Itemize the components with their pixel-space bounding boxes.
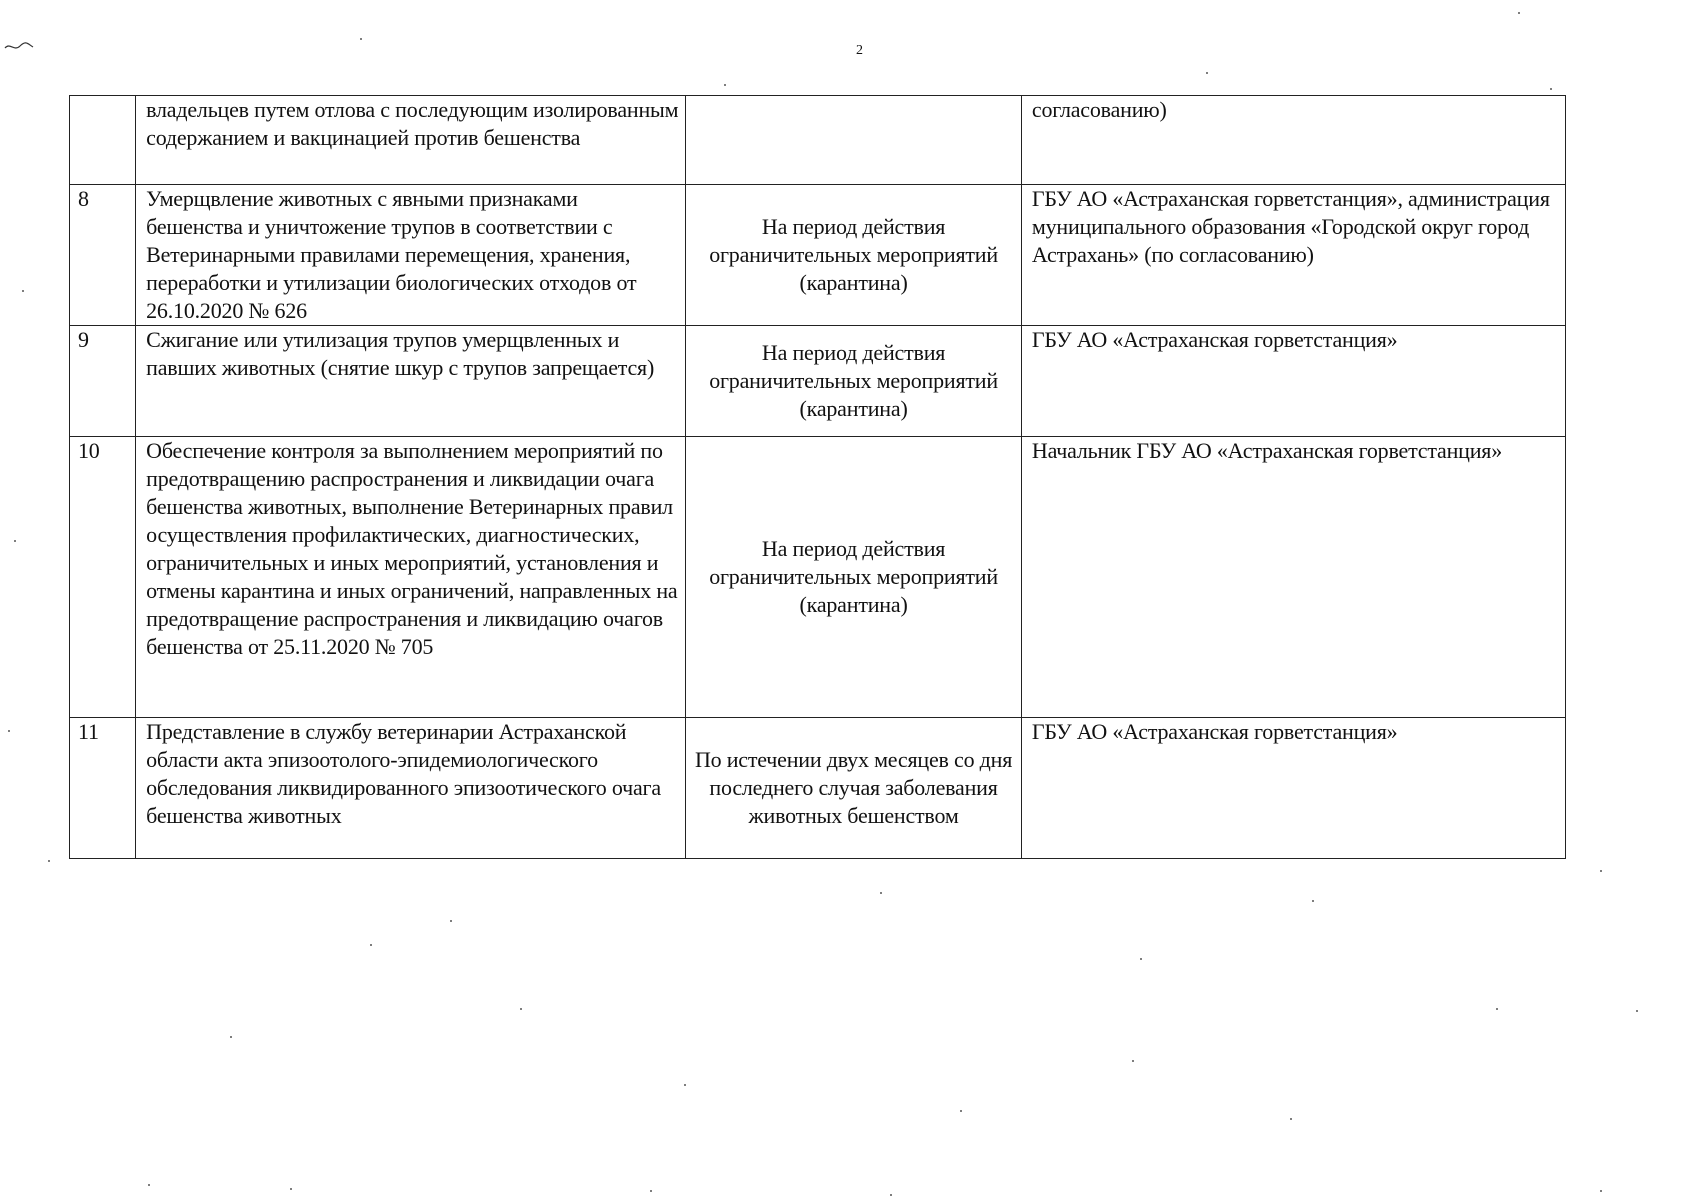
responsible-cell: ГБУ АО «Астраханская горветстанция» xyxy=(1021,718,1565,859)
row-number xyxy=(70,96,136,185)
responsible-cell: Начальник ГБУ АО «Астраханская горветстанция» xyxy=(1021,437,1565,718)
page-number: 2 xyxy=(856,43,863,58)
row-number: 11 xyxy=(70,718,136,859)
table-row xyxy=(70,326,1566,437)
responsible-cell: ГБУ АО «Астраханская горветстанция», администрация муниципального образования «Городской округ город Астрахань» (по согласованию) xyxy=(1021,185,1565,326)
responsible-cell: согласованию) xyxy=(1021,96,1565,185)
row-number: 8 xyxy=(70,185,136,326)
term-cell: На период действия ограничительных мероприятий (карантина) xyxy=(686,437,1022,718)
row-number: 9 xyxy=(70,326,136,437)
table-row xyxy=(70,185,1566,326)
table-row xyxy=(70,437,1566,718)
table-row xyxy=(70,718,1566,859)
term-cell: На период действия ограничительных мероприятий (карантина) xyxy=(686,326,1022,437)
responsible-cell: ГБУ АО «Астраханская горветстанция» xyxy=(1021,326,1565,437)
row-number: 10 xyxy=(70,437,136,718)
table-row xyxy=(70,96,1566,185)
term-cell xyxy=(686,96,1022,185)
measure-cell: владельцев путем отлова с последующим изолированным содержанием и вакцинацией против бешенства xyxy=(136,96,686,185)
measure-cell: Умерщвление животных с явными признаками бешенства и уничтожение трупов в соответствии с Ветеринарными правилами перемещения, хранения, переработки и утилизации биологических отходов от 26.10.2020 № 626 xyxy=(136,185,686,326)
scan-mark xyxy=(4,40,34,54)
measure-cell: Представление в службу ветеринарии Астраханской области акта эпизоотолого-эпидемиологического обследования ликвидированного эпизоотического очага бешенства животных xyxy=(136,718,686,859)
term-cell: По истечении двух месяцев со дня последнего случая заболевания животных бешенством xyxy=(686,718,1022,859)
measures-table xyxy=(69,95,1566,859)
measure-cell: Сжигание или утилизация трупов умерщвленных и павших животных (снятие шкур с трупов запрещается) xyxy=(136,326,686,437)
term-cell: На период действия ограничительных мероприятий (карантина) xyxy=(686,185,1022,326)
measure-cell: Обеспечение контроля за выполнением мероприятий по предотвращению распространения и ликвидации очага бешенства животных, выполнение Ветеринарных правил осуществления профилактических, диагностических, ограничительных и иных мероприятий, установления и отмены карантина и иных ограничений, направленных на предотвращение распространения и ликвидацию очагов бешенства от 25.11.2020 № 705 xyxy=(136,437,686,718)
